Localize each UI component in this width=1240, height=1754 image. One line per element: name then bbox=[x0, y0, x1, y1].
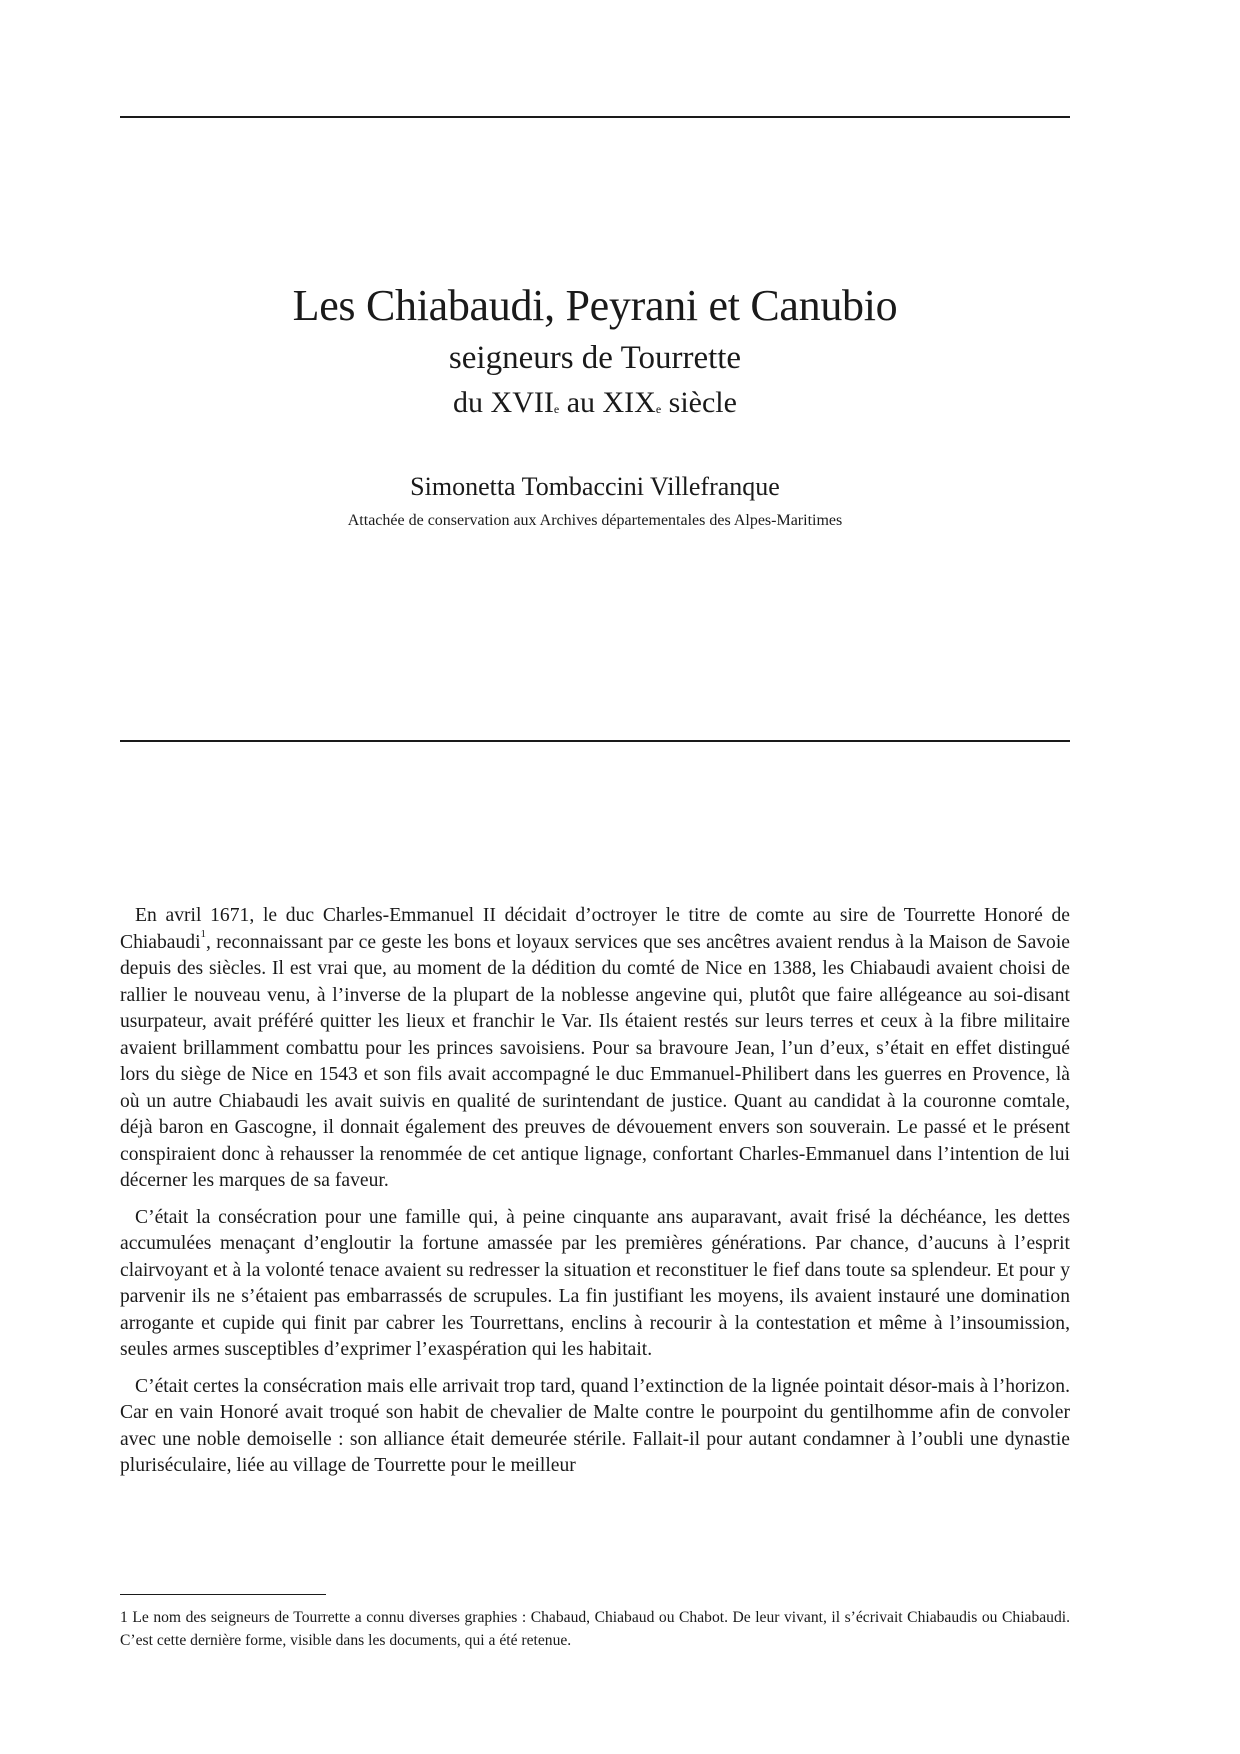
period-prefix: du XVII bbox=[453, 386, 554, 419]
article-title: Les Chiabaudi, Peyrani et Canubio bbox=[292, 281, 898, 330]
bottom-rule bbox=[120, 740, 1070, 742]
author-affiliation: Attachée de conservation aux Archives départementales des Alpes-Maritimes bbox=[347, 512, 843, 529]
top-rule bbox=[120, 116, 1070, 118]
paragraph-2: C’était la consécration pour une famille qui, à peine cinquante ans auparavant, avait frisé la déchéance, les dettes accumulées menaçant d’engloutir la fortune amassée par les premières générations. Par chance, d’aucuns à l’esprit clairvoyant et à la volonté tenace avaient su redresser la situation et reconstituer le fief dans toute sa splendeur. Et pour y parvenir ils ne s’étaient pas embarrassés de scrupules. La fin justifiant les moyens, ils avaient instauré une domination arrogante et cupide qui finit par cabrer les Tourrettans, enclins à recourir à la contestation et même à l’insoumission, seules armes susceptibles d’exprimer l’exaspération qui les habitait. bbox=[120, 1206, 1070, 1360]
body-text bbox=[120, 903, 1070, 1490]
period-middle: au XIX bbox=[559, 386, 656, 419]
footnote-rule bbox=[120, 1594, 326, 1595]
period-superscript-1: e bbox=[553, 402, 560, 416]
footnote-1: 1 Le nom des seigneurs de Tourrette a connu diverses graphies : Chabaud, Chiabaud ou Chabot. De leur vivant, il s’écrivait Chiabaudis ou Chiabaudi. C’est cette dernière forme, visible dans les documents, qui a été retenue. bbox=[120, 1609, 1070, 1649]
article-period bbox=[120, 382, 1070, 424]
paragraph-1-rest: , reconnaissant par ce geste les bons et loyaux services que ses ancêtres avaient rendus à la Maison de Savoie depuis des siècles. Il est vrai que, au moment de la dédition du comté de Nice en 1388, les Chiabaudi avaient choisi de rallier le nouveau venu, à l’inverse de la plupart de la noblesse angevine qui, plutôt que faire allégeance au soi-disant usurpateur, avait préféré quitter les lieux et franchir le Var. Ils étaient restés sur leurs terres et ceux à la fibre militaire avaient brillamment combattu pour les princes savoisiens. Pour sa bravoure Jean, l’un d’eux, s’était en effet distingué lors du siège de Nice en 1543 et son fils avait accompagné le duc Emmanuel-Philibert dans les guerres en Provence, là où un autre Chiabaudi les avait suivis en qualité de surintendant de justice. Quant au candidat à la couronne comtale, déjà baron en Gascogne, il donnait également des preuves de dévouement envers son souverain. Le passé et le présent conspiraient donc à rehausser la renommée de cet antique lignage, confortant Charles-Emmanuel dans l’intention de lui décerner les marques de sa faveur. bbox=[120, 931, 1070, 1191]
paragraph-1-start: En avril 1671, le duc Charles-Emmanuel II décidait d’octroyer le titre de comte au sire de Tourrette Honoré de Chiabaudi bbox=[120, 905, 1070, 953]
paragraph-3: C’était certes la consécration mais elle arrivait trop tard, quand l’extinction de la lignée pointait désor-mais à l’horizon. Car en vain Honoré avait troqué son habit de chevalier de Malte contre le pourpoint du gentilhomme afin de convoler avec une noble demoiselle : son alliance était demeurée stérile. Fallait-il pour autant condamner à l’oubli une dynastie pluriséculaire, liée au village de Tourrette pour le meilleur bbox=[120, 1375, 1070, 1476]
footnote-reference-1: 1 bbox=[200, 927, 207, 940]
period-suffix: siècle bbox=[661, 386, 737, 419]
paragraph-1 bbox=[120, 903, 1070, 1195]
period-superscript-2: e bbox=[655, 402, 662, 416]
author-name: Simonetta Tombaccini Villefranque bbox=[410, 472, 780, 501]
title-block bbox=[120, 278, 1070, 532]
article-subtitle: seigneurs de Tourrette bbox=[448, 340, 742, 376]
